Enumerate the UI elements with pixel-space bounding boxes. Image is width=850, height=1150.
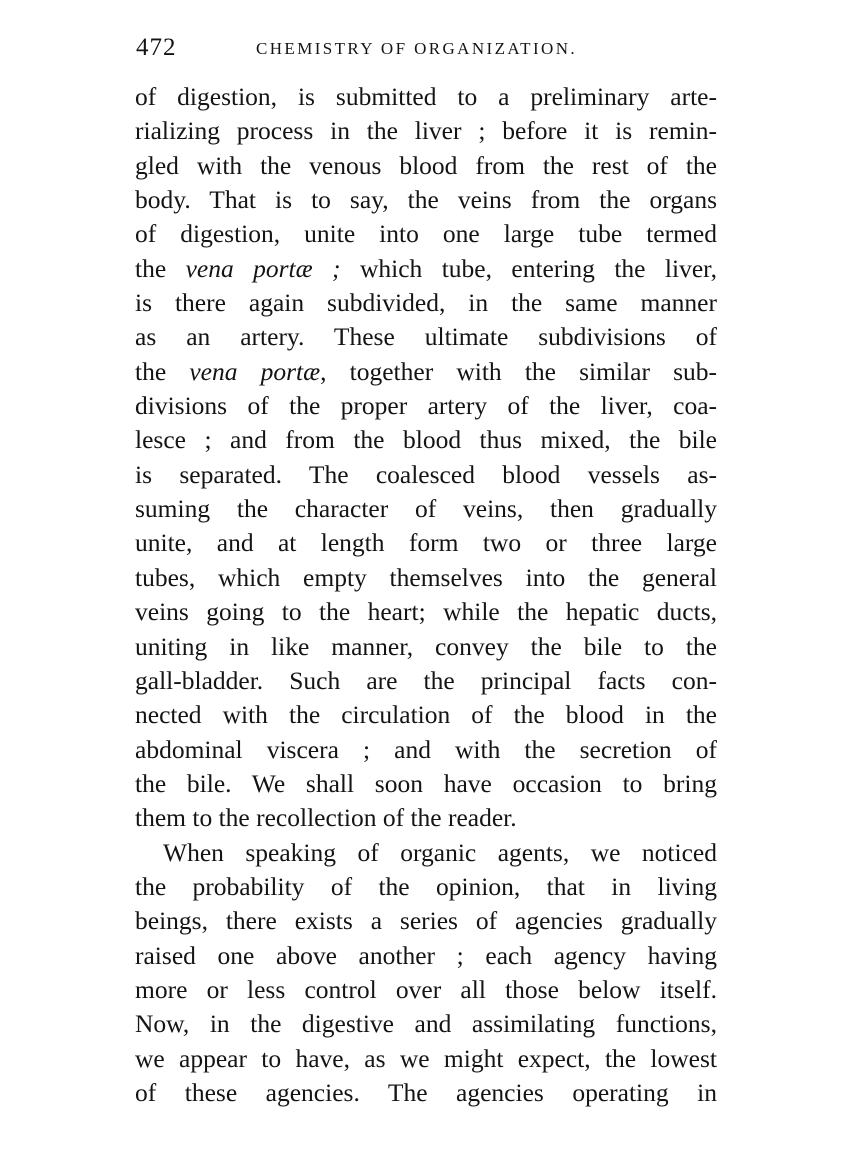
text-line: [135, 904, 717, 938]
text-segment: the probability of the opinion, that in living: [135, 871, 717, 901]
text-line: [135, 973, 717, 1007]
text-segment: as an artery. These ultimate subdivisions of: [135, 322, 717, 352]
text-segment: of digestion, unite into one large tube termed: [135, 219, 717, 249]
running-head: CHEMISTRY OF ORGANIZATION.: [256, 39, 578, 58]
text-segment: more or less control over all those below itself.: [135, 974, 717, 1004]
text-line: [135, 217, 717, 251]
text-line: [135, 492, 717, 526]
paragraph: [135, 836, 717, 1111]
text-segment: Now, in the digestive and assimilating functions,: [135, 1009, 717, 1039]
page-number: 472: [136, 34, 177, 61]
text-segment: unite, and at length form two or three large: [135, 528, 717, 558]
text-line: [135, 801, 717, 835]
text-line: [135, 767, 717, 801]
text-line: [135, 183, 717, 217]
text-line: [135, 664, 717, 698]
text-line: [135, 836, 717, 870]
text-line: [135, 80, 717, 114]
text-segment: beings, there exists a series of agencies gradually: [135, 906, 717, 936]
text-line: [135, 320, 717, 354]
text-segment: is separated. The coalesced blood vessels as-: [135, 459, 717, 489]
text-line: [135, 595, 717, 629]
text-segment: the: [135, 356, 190, 386]
italic-term: vena portæ: [189, 356, 321, 386]
text-segment: tubes, which empty themselves into the general: [135, 562, 717, 592]
text-segment: them to the recollection of the reader.: [135, 803, 517, 833]
text-line: [135, 355, 717, 389]
text-line: [135, 114, 717, 148]
text-segment: which tube, entering the liver,: [340, 253, 717, 283]
text-line: [135, 561, 717, 595]
text-segment: gall-bladder. Such are the principal facts con-: [135, 665, 717, 695]
italic-term: vena portæ ;: [185, 253, 341, 283]
text-segment: abdominal viscera ; and with the secretion of: [135, 734, 717, 764]
text-segment: lesce ; and from the blood thus mixed, the bile: [135, 425, 717, 455]
text-segment: rializing process in the liver ; before it is remin-: [135, 116, 717, 146]
text-segment: raised one above another ; each agency having: [135, 940, 717, 970]
paragraph: [135, 80, 717, 836]
text-segment: divisions of the proper artery of the liver, coa-: [135, 391, 717, 421]
text-line: [135, 423, 717, 457]
body-text: [135, 80, 717, 1110]
text-line: [135, 630, 717, 664]
text-segment: of digestion, is submitted to a preliminary arte-: [135, 82, 717, 111]
text-segment: , together with the similar sub-: [320, 356, 718, 386]
text-line: [135, 1042, 717, 1076]
text-segment: nected with the circulation of the blood in the: [135, 700, 717, 730]
text-segment: the: [135, 253, 186, 283]
page-header: [136, 34, 716, 68]
text-line: [135, 870, 717, 904]
text-segment: the bile. We shall soon have occasion to bring: [135, 768, 717, 798]
text-line: [135, 389, 717, 423]
text-segment: suming the character of veins, then gradually: [135, 494, 717, 524]
text-segment: we appear to have, as we might expect, the lowest: [135, 1043, 717, 1073]
text-line: [135, 458, 717, 492]
text-segment: is there again subdivided, in the same manner: [135, 288, 717, 318]
text-line: [135, 1007, 717, 1041]
text-line: [135, 252, 717, 286]
text-line: [135, 526, 717, 560]
text-line: [135, 286, 717, 320]
text-segment: body. That is to say, the veins from the organs: [135, 185, 717, 215]
text-line: [135, 733, 717, 767]
text-line: [135, 1076, 717, 1110]
text-segment: uniting in like manner, convey the bile to the: [135, 631, 717, 661]
text-segment: veins going to the heart; while the hepatic ducts,: [135, 597, 717, 627]
text-segment: of these agencies. The agencies operating in: [135, 1077, 717, 1107]
text-segment: gled with the venous blood from the rest of the: [135, 150, 717, 180]
text-line: [135, 149, 717, 183]
text-line: [135, 939, 717, 973]
text-line: [135, 698, 717, 732]
text-segment: When speaking of organic agents, we noticed: [163, 837, 717, 867]
